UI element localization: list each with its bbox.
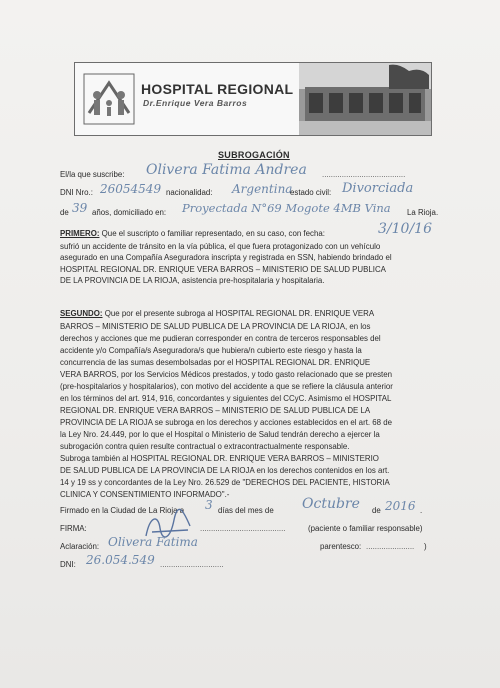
primero-label: PRIMERO: bbox=[60, 229, 100, 238]
dotted-leader: ...................................... bbox=[322, 170, 406, 179]
firmado-end: . bbox=[420, 506, 423, 515]
primero-line-1 bbox=[60, 229, 325, 239]
hospital-header-banner bbox=[74, 62, 432, 136]
aclaracion-label: Aclaración: bbox=[60, 542, 100, 551]
segundo-label: SEGUNDO: bbox=[60, 309, 103, 318]
domicilio-value: Proyectada N°69 Mogote 4MB Vina bbox=[182, 201, 391, 215]
primero-line-2: sufrió un accidente de tránsito en la vía pública, el que fuera protagonizado con un vehículo bbox=[60, 242, 381, 251]
segundo-line-3: derechos y acciones que me pudieran corresponder en contra de terceros responsables del bbox=[60, 334, 381, 343]
primero-text: Que el suscripto o familiar representado, en su caso, con fecha: bbox=[101, 229, 325, 238]
segundo-line-7: (pre-hospitalarios y hospitalarios), con motivo del accidente a que se refiere la cláusula anterior bbox=[60, 382, 393, 391]
nacionalidad-label: nacionalidad: bbox=[166, 188, 213, 197]
firmado-mes: Octubre bbox=[302, 496, 360, 512]
doc-title: SUBROGACIÓN bbox=[218, 150, 290, 160]
fecha-accidente: 3/10/16 bbox=[378, 221, 432, 237]
suscriptor-name: Olivera Fatima Andrea bbox=[146, 162, 307, 178]
segundo-line-14: DE SALUD PUBLICA DE LA PROVINCIA DE LA RIOJA en los derechos contenidos en los art. bbox=[60, 466, 390, 475]
segundo-line-15: 14 y 19 ss y concordantes de la Ley Nro. 26.529 de "DERECHOS DEL PACIENTE, HISTORIA bbox=[60, 478, 390, 487]
firmado-anio: 2016 bbox=[385, 499, 416, 513]
nacionalidad-value: Argentina bbox=[232, 182, 293, 196]
dni-value: 26054549 bbox=[100, 182, 162, 196]
firmado-label: Firmado en la Ciudad de La Rioja a bbox=[60, 506, 185, 515]
segundo-line-5: concurrencia de las sumas desembolsadas por el HOSPITAL REGIONAL DR. ENRIQUE bbox=[60, 358, 371, 367]
segundo-line-11: la Ley Nro. 24.449, por lo que el Hospital o Ministerio de Salud tendrán derecho a ejercer la bbox=[60, 430, 380, 439]
estado-civil-label: estado civil: bbox=[290, 188, 332, 197]
firmado-dia: 3 bbox=[205, 498, 213, 512]
domicilio-label: años, domiciliado en: bbox=[92, 208, 167, 217]
firmado-de: de bbox=[372, 506, 381, 515]
dni-final-dots: ............................. bbox=[160, 560, 224, 569]
segundo-line-13: Subroga también al HOSPITAL REGIONAL DR. ENRIQUE VERA BARROS – MINISTERIO bbox=[60, 454, 379, 463]
segundo-line-10: PROVINCIA DE LA RIOJA se subroga en los derechos y acciones establecidos en el art. 68 de bbox=[60, 418, 393, 427]
primero-line-4: HOSPITAL REGIONAL DR. ENRIQUE VERA BARROS – MINISTERIO DE SALUD PUBLICA bbox=[60, 265, 386, 274]
segundo-text: Que por el presente subroga al HOSPITAL REGIONAL DR. ENRIQUE VERA bbox=[104, 309, 375, 318]
ciudad-label: La Rioja. bbox=[407, 208, 439, 217]
segundo-line-8: en los términos del art. 914, 916, concordantes y siguientes del CCyC. Asimismo el HOSPITAL bbox=[60, 394, 392, 403]
suscribe-label: El/la que suscribe: bbox=[60, 170, 125, 179]
hospital-subtitle: Dr.Enrique Vera Barros bbox=[143, 98, 248, 108]
de-label: de bbox=[60, 208, 69, 217]
firma-label: FIRMA: bbox=[60, 524, 87, 533]
primero-line-3: asegurado en una Compañía Aseguradora inscripta y registrada en SSN, habiendo brindado el bbox=[60, 253, 392, 262]
segundo-line-16: CLINICA Y CONSENTIMIENTO INFORMADO".- bbox=[60, 490, 230, 499]
family-logo-icon bbox=[83, 73, 135, 125]
aclaracion-value: Olivera Fatima bbox=[108, 535, 198, 549]
edad-value: 39 bbox=[72, 201, 88, 215]
segundo-line-6: VERA BARROS, por los Servicios Médicos prestados, y todo gasto relacionado que se presten bbox=[60, 370, 393, 379]
segundo-line-1 bbox=[60, 309, 374, 319]
parentesco-label: parentesco: bbox=[320, 542, 362, 551]
parentesco-dots: ...................... bbox=[366, 542, 415, 551]
hospital-name: HOSPITAL REGIONAL bbox=[141, 81, 294, 97]
segundo-line-4: accidente y/o Compañía/s Aseguradora/s que hubiera/n cubierto este riesgo y hasta la bbox=[60, 346, 362, 355]
estado-civil-value: Divorciada bbox=[342, 181, 414, 196]
hospital-building-photo bbox=[299, 63, 431, 135]
firma-note: (paciente o familiar responsable) bbox=[308, 524, 423, 533]
segundo-line-9: REGIONAL DR. ENRIQUE VERA BARROS – MINISTERIO DE SALUD PUBLICA DE LA bbox=[60, 406, 371, 415]
primero-line-5: DE LA PROVINCIA DE LA RIOJA, asistencia pre-hospitalaria y hospitalaria. bbox=[60, 276, 325, 285]
segundo-line-12: subrogación contra quien resulte contractual o extracontractualmente responsable. bbox=[60, 442, 350, 451]
parentesco-close: ) bbox=[424, 542, 427, 551]
segundo-line-2: BARROS – MINISTERIO DE SALUD PUBLICA DE LA PROVINCIA DE LA RIOJA, en los bbox=[60, 322, 371, 331]
firma-dots: ....................................... bbox=[200, 524, 286, 533]
firmado-mes-label: días del mes de bbox=[218, 506, 274, 515]
dni-final-label: DNI: bbox=[60, 560, 76, 569]
dni-final-value: 26.054.549 bbox=[86, 553, 155, 567]
dni-label: DNI Nro.: bbox=[60, 188, 93, 197]
